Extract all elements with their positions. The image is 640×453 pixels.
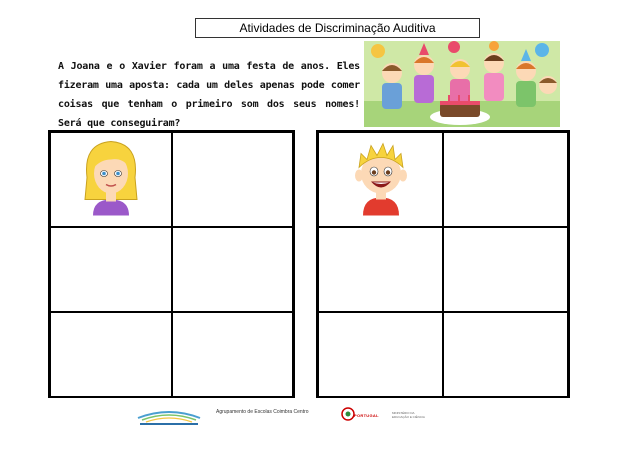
school-name: Agrupamento de Escolas Coimbra Centro [216, 409, 309, 415]
school-logo-icon [136, 404, 202, 426]
footer [0, 404, 640, 434]
page-title [195, 18, 480, 38]
xavier-cell-4[interactable] [318, 312, 443, 398]
xavier-cell-1[interactable] [443, 132, 568, 227]
xavier-grid [316, 130, 570, 398]
xavier-cell-2[interactable] [318, 227, 443, 312]
gov-label: PORTUGAL [354, 413, 379, 418]
intro-paragraph: A Joana e o Xavier foram a uma festa de anos. Eles fizeram uma aposta: cada um deles apenas pode comer coisas que tenham o primeiro som dos seus nomes! Será que conseguiram? [58, 61, 360, 129]
joana-cell-2[interactable] [50, 227, 172, 312]
page-title-text: Atividades de Discriminação Auditiva [239, 21, 436, 35]
girl-joana-portrait [79, 137, 143, 222]
joana-cell-4[interactable] [50, 312, 172, 398]
joana-portrait-cell [50, 132, 172, 227]
joana-grid [48, 130, 295, 398]
birthday-party-illustration [364, 41, 560, 127]
xavier-cell-5[interactable] [443, 312, 568, 398]
xavier-portrait-cell [318, 132, 443, 227]
boy-xavier-portrait [349, 137, 413, 222]
xavier-cell-3[interactable] [443, 227, 568, 312]
joana-cell-5[interactable] [172, 312, 294, 398]
joana-cell-1[interactable] [172, 132, 294, 227]
ministry-label: MINISTÉRIO DA EDUCAÇÃO E CIÊNCIA [392, 411, 425, 419]
joana-cell-3[interactable] [172, 227, 294, 312]
